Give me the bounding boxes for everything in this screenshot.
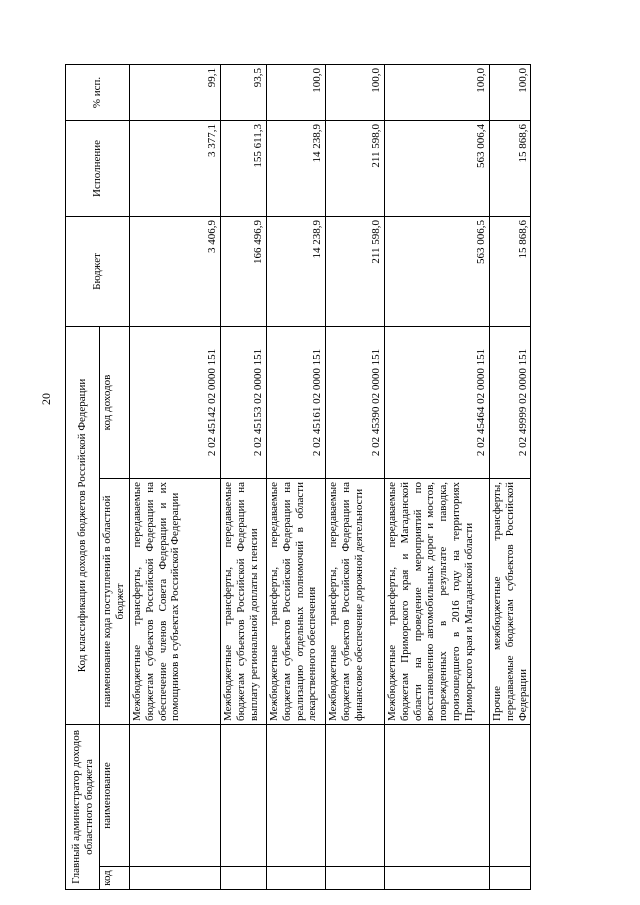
admin-name-cell xyxy=(267,724,326,866)
header-income-code: код доходов xyxy=(100,326,130,478)
header-row-1 xyxy=(66,64,100,889)
admin-name-cell xyxy=(385,724,490,866)
execution-cell: 211 598,0 xyxy=(326,120,385,216)
admin-name-cell xyxy=(326,724,385,866)
rotated-table-container xyxy=(65,65,529,890)
admin-name-cell xyxy=(490,724,531,866)
income-code-cell: 2 02 45390 02 0000 151 xyxy=(326,326,385,478)
header-admin-code: код xyxy=(100,867,130,890)
receipt-name-cell: Межбюджетные трансферты, передаваемые бюджетам субъектов Российской Федерации на реализацию отдельных полномочий в области лекарственного обеспечения xyxy=(267,478,326,724)
execution-cell: 563 006,4 xyxy=(385,120,490,216)
receipt-name-cell: Межбюджетные трансферты, передаваемые бюджетам субъектов Российской Федерации на финансовое обеспечение дорожной деятельности xyxy=(326,478,385,724)
admin-code-cell xyxy=(130,867,221,890)
table-row xyxy=(267,64,326,889)
percent-cell: 100,0 xyxy=(385,64,490,120)
admin-name-cell xyxy=(221,724,267,866)
income-code-cell: 2 02 45142 02 0000 151 xyxy=(130,326,221,478)
budget-cell: 14 238,9 xyxy=(267,216,326,326)
execution-cell: 155 611,3 xyxy=(221,120,267,216)
admin-code-cell xyxy=(326,867,385,890)
execution-cell: 3 377,1 xyxy=(130,120,221,216)
page-number: 20 xyxy=(39,393,53,405)
percent-cell: 100,0 xyxy=(326,64,385,120)
receipt-name-cell: Межбюджетные трансферты, передаваемые бюджетам субъектов Российской Федерации на обеспечение членов Совета Федерации и их помощников в субъектах Российской Федерации xyxy=(130,478,221,724)
receipt-name-cell: Межбюджетные трансферты, передаваемые бюджетам субъектов Российской Федерации на выплату региональной доплаты к пенсии xyxy=(221,478,267,724)
budget-cell: 166 496,9 xyxy=(221,216,267,326)
receipt-name-cell: Прочие межбюджетные трансферты, передаваемые бюджетам субъектов Российской Федерации xyxy=(490,478,531,724)
table-row xyxy=(130,64,221,889)
execution-cell: 14 238,9 xyxy=(267,120,326,216)
percent-cell: 100,0 xyxy=(267,64,326,120)
admin-name-cell xyxy=(130,724,221,866)
header-admin-name: наименование xyxy=(100,724,130,866)
table-row xyxy=(221,64,267,889)
receipt-name-cell: Межбюджетные трансферты, передаваемые бюджетам Приморского края и Магаданской области на проведение мероприятий по восстановлению автомобильных дорог и мостов, поврежденных в результате паводка, произошедшего в 2016 году на территориях Приморского края и Магаданской области xyxy=(385,478,490,724)
budget-cell: 211 598,0 xyxy=(326,216,385,326)
header-admin-group: Главный администратор доходов областного бюджета xyxy=(66,724,100,889)
table-row xyxy=(385,64,490,889)
income-code-cell: 2 02 45153 02 0000 151 xyxy=(221,326,267,478)
header-receipt-name: наименование кода поступлений в областной бюджет xyxy=(100,478,130,724)
income-code-cell: 2 02 49999 02 0000 151 xyxy=(490,326,531,478)
admin-code-cell xyxy=(267,867,326,890)
budget-cell: 3 406,9 xyxy=(130,216,221,326)
admin-code-cell xyxy=(221,867,267,890)
income-code-cell: 2 02 45161 02 0000 151 xyxy=(267,326,326,478)
table-row xyxy=(490,64,531,889)
header-execution: Исполнение xyxy=(66,120,130,216)
header-classification-group: Код классификации доходов бюджетов Российской Федерации xyxy=(66,326,100,724)
budget-cell: 563 006,5 xyxy=(385,216,490,326)
budget-cell: 15 868,6 xyxy=(490,216,531,326)
header-budget: Бюджет xyxy=(66,216,130,326)
admin-code-cell xyxy=(490,867,531,890)
income-code-cell: 2 02 45464 02 0000 151 xyxy=(385,326,490,478)
execution-cell: 15 868,6 xyxy=(490,120,531,216)
table-row xyxy=(326,64,385,889)
percent-cell: 99,1 xyxy=(130,64,221,120)
admin-code-cell xyxy=(385,867,490,890)
percent-cell: 93,5 xyxy=(221,64,267,120)
revenue-table xyxy=(65,64,531,890)
percent-cell: 100,0 xyxy=(490,64,531,120)
header-percent: % исп. xyxy=(66,64,130,120)
